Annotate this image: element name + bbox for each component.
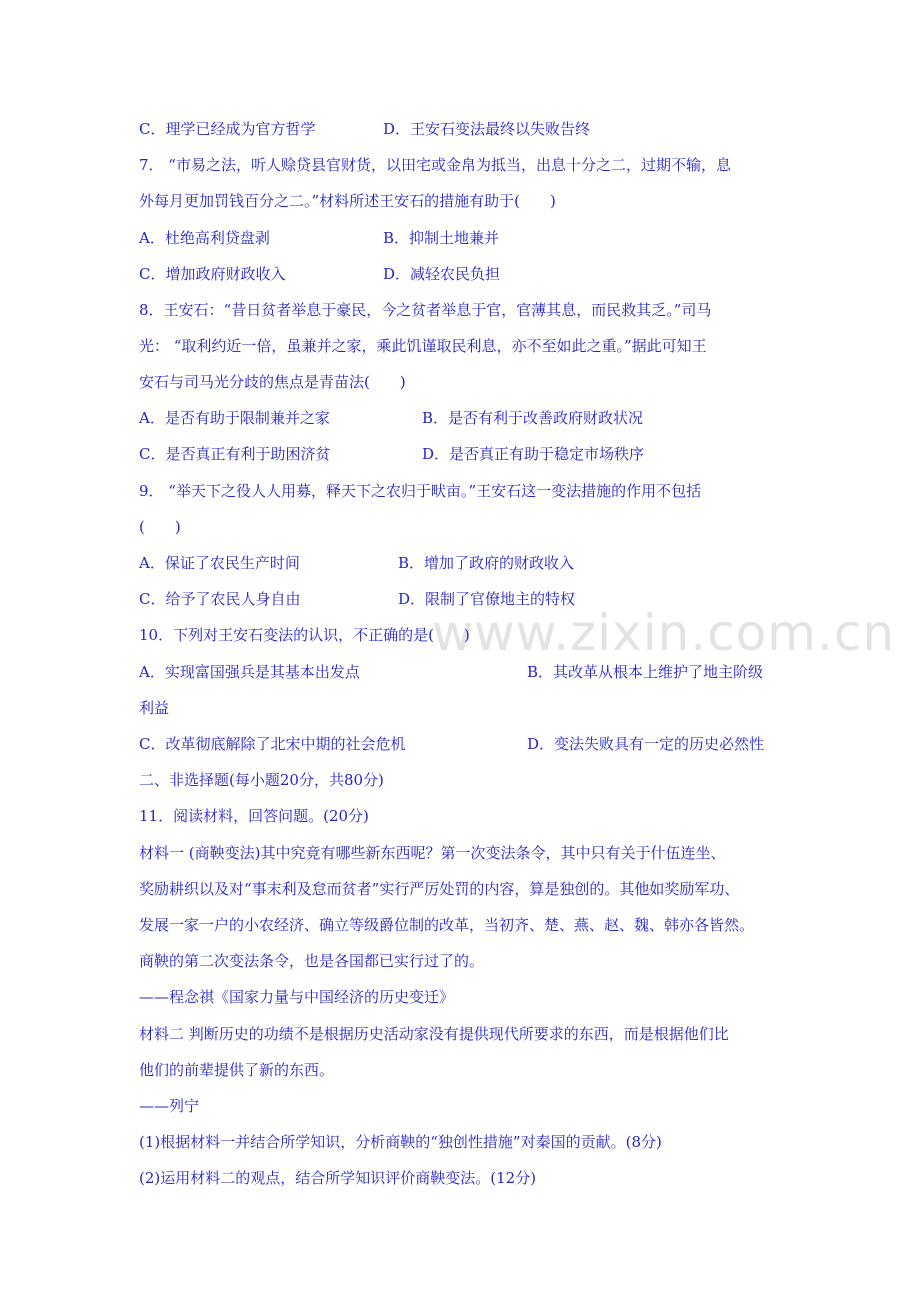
option-c: C．给予了农民人身自由 bbox=[139, 590, 301, 608]
material-2-source: ——列宁 bbox=[139, 1097, 200, 1115]
question-8-cont2: 安石与司马光分歧的焦点是青苗法( ) bbox=[139, 373, 406, 391]
option-d: D．是否真正有助于稳定市场秩序 bbox=[422, 445, 645, 463]
material-1-cont: 奖励耕织以及对“事末利及怠而贫者”实行严厉处罚的内容，算是独创的。其他如奖励军功、 bbox=[139, 880, 740, 898]
option-a: A．保证了农民生产时间 bbox=[139, 554, 300, 572]
option-d: D．限制了官僚地主的特权 bbox=[398, 590, 576, 608]
question-8: 8．王安石：“昔日贫者举息于豪民，今之贫者举息于官，官薄其息，而民救其乏。”司马 bbox=[139, 301, 712, 319]
material-1: 材料一 (商鞅变法)其中究竟有哪些新东西呢？第一次变法条令，其中只有关于什伍连坐、 bbox=[139, 844, 726, 862]
line-9 bbox=[139, 408, 789, 428]
option-a: A．是否有助于限制兼并之家 bbox=[139, 409, 330, 427]
option-c: C．理学已经成为官方哲学 bbox=[139, 120, 316, 138]
question-11: 11．阅读材料，回答问题。(20分) bbox=[139, 807, 369, 825]
line-14 bbox=[139, 589, 789, 609]
line-4 bbox=[139, 228, 789, 248]
material-2-cont: 他们的前辈提供了新的东西。 bbox=[139, 1061, 335, 1079]
material-1-cont2: 发展一家一户的小农经济、确立等级爵位制的改革，当初齐、楚、燕、赵、魏、韩亦各皆然。 bbox=[139, 916, 755, 934]
question-9-cont: ( ) bbox=[139, 518, 181, 536]
option-c: C．增加政府财政收入 bbox=[139, 265, 286, 283]
option-b: B．其改革从根本上维护了地主阶级 bbox=[527, 663, 764, 681]
line-5 bbox=[139, 264, 789, 284]
line-16 bbox=[139, 662, 789, 682]
option-b: B．是否有利于改善政府财政状况 bbox=[422, 409, 644, 427]
material-1-source: ——程念祺《国家力量与中国经济的历史变迁》 bbox=[139, 988, 455, 1006]
question-8-cont: 光： “取利约近一倍，虽兼并之家，乘此饥谨取民利息，亦不至如此之重。”据此可知王 bbox=[139, 337, 707, 355]
option-d: D．变法失败具有一定的历史必然性 bbox=[527, 735, 765, 753]
question-9: 9． “举天下之役人人用募，释天下之农归于畎亩。”王安石这一变法措施的作用不包括 bbox=[139, 482, 702, 500]
section-heading: 二、非选择题(每小题20分，共80分) bbox=[139, 771, 384, 789]
option-c: C．改革彻底解除了北宋中期的社会危机 bbox=[139, 735, 406, 753]
sub-question-1: (1)根据材料一并结合所学知识，分析商鞅的“独创性措施”对秦国的贡献。(8分) bbox=[139, 1133, 662, 1151]
line-13 bbox=[139, 553, 789, 573]
option-d: D．王安石变法最终以失败告终 bbox=[383, 120, 591, 138]
question-10: 10．下列对王安石变法的认识，不正确的是( ) bbox=[139, 626, 470, 644]
line-1 bbox=[139, 119, 789, 139]
watermark: www.zixin.com.cn bbox=[432, 604, 896, 662]
question-7: 7． “市易之法，听人赊贷县官财货，以田宅或金帛为抵当，出息十分之二，过期不输，息 bbox=[139, 156, 731, 174]
option-a: A．实现富国强兵是其基本出发点 bbox=[139, 663, 360, 681]
option-b-cont: 利益 bbox=[139, 699, 170, 717]
sub-question-2: (2)运用材料二的观点，结合所学知识评价商鞅变法。(12分) bbox=[139, 1169, 537, 1187]
material-2: 材料二 判断历史的功绩不是根据历史活动家没有提供现代所要求的东西，而是根据他们比 bbox=[139, 1025, 729, 1043]
option-b: B．抑制土地兼并 bbox=[383, 229, 500, 247]
option-b: B．增加了政府的财政收入 bbox=[398, 554, 575, 572]
option-d: D．减轻农民负担 bbox=[383, 265, 501, 283]
line-10 bbox=[139, 444, 789, 464]
option-c: C．是否真正有利于助困济贫 bbox=[139, 445, 331, 463]
material-1-cont3: 商鞅的第二次变法条令，也是各国都已实行过了的。 bbox=[139, 952, 485, 970]
option-a: A．杜绝高利贷盘剥 bbox=[139, 229, 270, 247]
question-7-cont: 外每月更加罚钱百分之二。”材料所述王安石的措施有助于( ) bbox=[139, 192, 556, 210]
line-18 bbox=[139, 734, 789, 754]
